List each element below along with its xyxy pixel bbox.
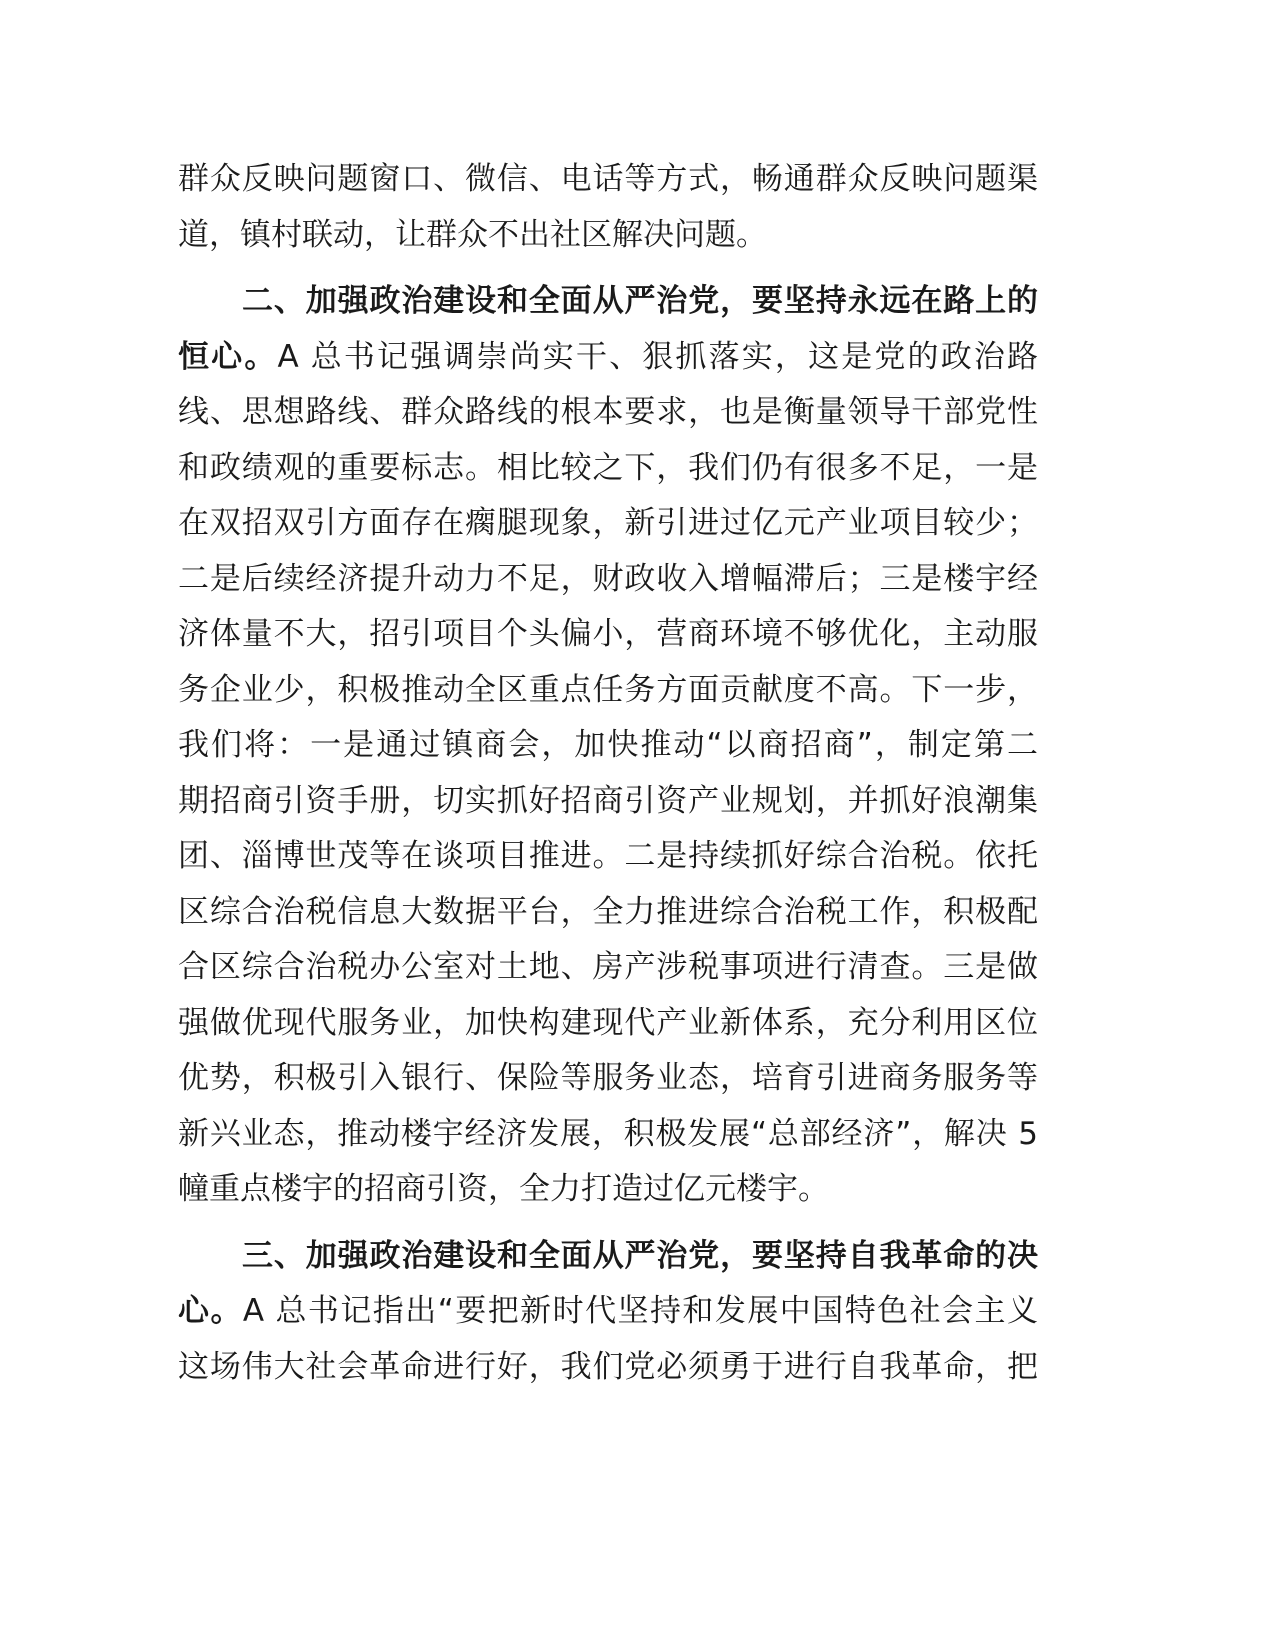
text-line: 我们将：一是通过镇商会，加快推动“以商招商”，制定第二	[178, 727, 1038, 763]
text-line: 道，镇村联动，让群众不出社区解决问题。	[178, 216, 767, 253]
text-line: 济体量不大，招引项目个头偏小，营商环境不够优化，主动服	[178, 616, 1038, 652]
text-line: 优势，积极引入银行、保险等服务业态，培育引进商务服务等	[178, 1060, 1038, 1096]
text-line: 二是后续经济提升动力不足，财政收入增幅滞后；三是楼宇经	[178, 560, 1038, 597]
text-line: 团、淄博世茂等在谈项目推进。二是持续抓好综合治税。依托	[178, 838, 1038, 874]
text-line: 群众反映问题窗口、微信、电话等方式，畅通群众反映问题渠	[178, 161, 1038, 197]
text-line: 务企业少，积极推动全区重点任务方面贡献度不高。下一步，	[178, 671, 1038, 708]
text-line	[178, 1284, 1038, 1340]
text-line	[178, 330, 1038, 386]
section-heading-3: 三、加强政治建设和全面从严治党，要坚持自我革命的决	[242, 1237, 1038, 1274]
text-line: 在双招双引方面存在瘸腿现象，新引进过亿元产业项目较少；	[178, 505, 1038, 541]
text-line: 期招商引资手册，切实抓好招商引资产业规划，并抓好浪潮集	[178, 782, 1038, 819]
text-line: 合区综合治税办公室对土地、房产涉税事项进行清查。三是做	[178, 949, 1038, 985]
text-segment: A 总书记强调崇尚实干、狠抓落实，这是党的政治路	[277, 338, 1038, 375]
text-line: 强做优现代服务业，加快构建现代产业新体系，充分利用区位	[178, 1004, 1038, 1041]
section-heading-3-end: 心。	[178, 1293, 243, 1329]
text-line: 这场伟大社会革命进行好，我们党必须勇于进行自我革命，把	[178, 1348, 1038, 1385]
body-text	[178, 152, 1038, 1395]
text-line: 幢重点楼宇的招商引资，全力打造过亿元楼宇。	[178, 1171, 829, 1207]
section-heading-2: 二、加强政治建设和全面从严治党，要坚持永远在路上的	[242, 283, 1038, 319]
text-line: 区综合治税信息大数据平台，全力推进综合治税工作，积极配	[178, 893, 1038, 930]
paragraph-1	[178, 152, 1038, 263]
text-segment: A 总书记指出“要把新时代坚持和发展中国特色社会主义	[242, 1293, 1038, 1329]
text-line: 新兴业态，推动楼宇经济发展，积极发展“总部经济”，解决 5	[178, 1115, 1038, 1152]
text-line: 线、思想路线、群众路线的根本要求，也是衡量领导干部党性	[178, 394, 1038, 430]
paragraph-3	[178, 1229, 1038, 1396]
paragraph-2	[178, 274, 1038, 1218]
text-line: 和政绩观的重要标志。相比较之下，我们仍有很多不足，一是	[178, 449, 1038, 486]
section-heading-2-end: 恒心。	[178, 338, 278, 375]
